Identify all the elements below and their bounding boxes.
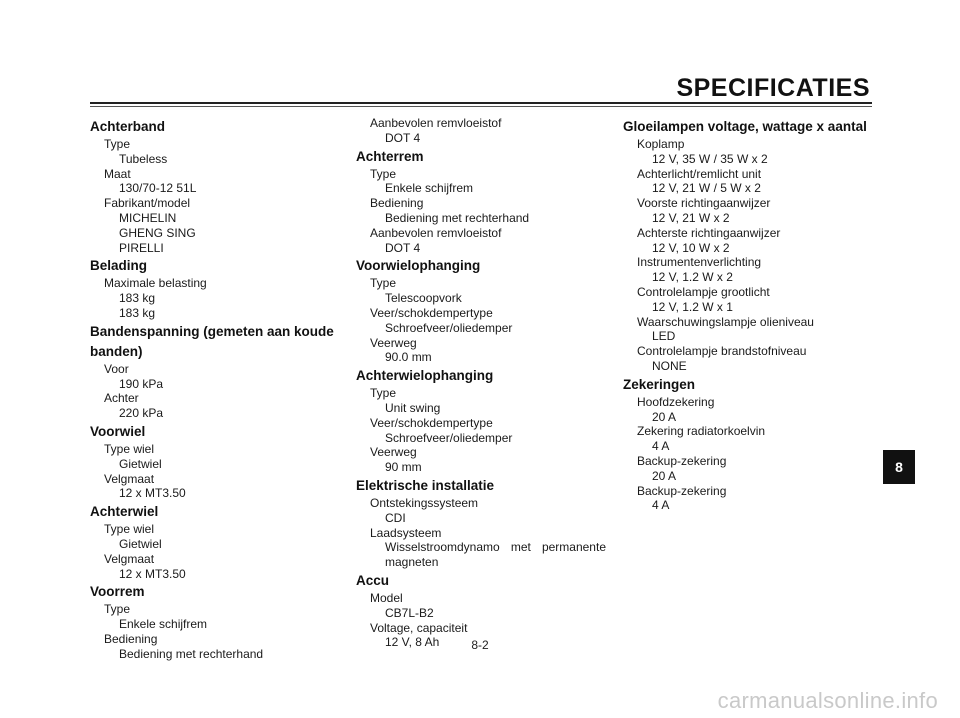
spec-label: Aanbevolen remvloeistof [370,225,502,240]
spec-label: Type wiel [104,522,155,537]
spec-value: 12 x MT3.50 [119,566,186,581]
spec-label: Type [370,166,397,181]
spec-value: 20 A [652,468,677,483]
spec-label: Instrumentenverlichting [637,255,762,270]
spec-value: 12 V, 8 Ah [385,635,440,650]
spec-value: Gietwiel [119,456,162,471]
spec-label: Aanbevolen remvloeistof [370,116,502,130]
spec-value: 12 V, 10 W x 2 [652,240,730,255]
spec-label: Maat [104,166,131,181]
chapter-tab: 8 [883,450,915,484]
spec-column-3 [623,116,873,513]
spec-value: Bediening met rechterhand [119,646,264,661]
spec-label: Backup-zekering [637,483,727,498]
section-heading: Accu [356,572,390,588]
spec-label: Maximale belasting [104,276,207,291]
spec-label: Type [104,137,131,151]
spec-label: Bediening [104,631,158,646]
section-heading: Voorwielophanging [356,258,481,274]
header-rule-thin [90,106,872,107]
spec-value: CDI [385,510,406,525]
spec-label: Fabrikant/model [104,196,191,211]
spec-value: 12 V, 21 W x 2 [652,210,730,225]
spec-value: Enkele schijfrem [385,181,474,196]
spec-value: 12 V, 35 W / 35 W x 2 [652,151,768,166]
section-heading: Achterwielophanging [356,368,494,384]
spec-label: Voltage, capaciteit [370,620,468,635]
spec-label: Veer/schokdempertype [370,305,493,320]
spec-column-2 [356,116,606,650]
spec-value: 12 V, 21 W / 5 W x 2 [652,181,761,196]
spec-value: 90 mm [385,460,422,475]
spec-label: Veerweg [370,335,417,350]
spec-label: Type [370,276,397,291]
section-heading: Achterwiel [90,504,159,520]
section-heading: Elektrische installatie [356,477,495,493]
spec-label: Hoofdzekering [637,394,715,409]
section-heading: Belading [90,258,148,274]
spec-label: Koplamp [637,137,685,151]
section-heading: Zekeringen [623,376,696,392]
spec-value: 12 x MT3.50 [119,486,186,501]
spec-label: Controlelampje grootlicht [637,284,770,299]
spec-value: Bediening met rechterhand [385,210,530,225]
spec-value: Unit swing [385,400,441,415]
spec-label: Type [370,386,397,401]
spec-value: 4 A [652,439,670,454]
spec-value: Wisselstroomdynamo met permanente magneten [385,540,606,570]
spec-value: DOT 4 [385,240,421,255]
spec-label: Type [104,602,131,617]
spec-value: Schroefveer/oliedemper [385,430,513,445]
section-heading: Voorwiel [90,423,146,439]
spec-label: Voorste richtingaanwijzer [637,196,771,211]
spec-value: Tubeless [119,151,168,166]
spec-value: 4 A [652,498,670,513]
page-number: 8-2 [471,638,489,652]
spec-value: 190 kPa [119,376,164,391]
spec-column-1 [90,116,340,662]
spec-value: Telescoopvork [385,291,462,306]
spec-label: Bediening [370,196,424,211]
spec-value: PIRELLI [119,240,164,255]
spec-value: 12 V, 1.2 W x 1 [652,299,733,314]
spec-label: Achterlicht/remlicht unit [637,166,762,181]
spec-label: Zekering radiatorkoelvin [637,424,766,439]
spec-label: Veer/schokdempertype [370,415,493,430]
spec-label: Veerweg [370,445,417,460]
spec-value: Enkele schijfrem [119,617,208,632]
spec-label: Ontstekingssysteem [370,495,479,510]
section-heading: Achterrem [356,148,424,164]
spec-label: Achter [104,391,139,406]
spec-value: DOT 4 [385,130,421,145]
spec-label: Waarschuwingslampje olieniveau [637,314,814,329]
section-heading: Gloeilampen voltage, wattage x aantal [623,119,867,134]
spec-value: CB7L-B2 [385,605,434,620]
spec-label: Achterste richtingaanwijzer [637,225,781,240]
section-heading: Achterband [90,119,166,134]
spec-label: Velgmaat [104,551,155,566]
header-rule [90,102,872,104]
spec-label: Model [370,590,403,605]
spec-value: 12 V, 1.2 W x 2 [652,270,733,285]
spec-value: 130/70-12 51L [119,181,197,196]
watermark: carmanualsonline.info [717,688,938,713]
spec-label: Laadsysteem [370,525,442,540]
spec-value: GHENG SING [119,225,196,240]
section-heading: Voorrem [90,584,145,600]
spec-value: 220 kPa [119,406,164,421]
spec-label: Velgmaat [104,471,155,486]
spec-value: NONE [652,358,687,373]
spec-value: MICHELIN [119,210,177,225]
spec-label: Type wiel [104,441,155,456]
spec-label: Controlelampje brandstofniveau [637,344,807,359]
spec-label: Backup-zekering [637,453,727,468]
spec-value: 183 kg [119,305,156,320]
spec-value: 20 A [652,409,677,424]
spec-value: LED [652,329,676,344]
spec-value: 183 kg [119,291,156,306]
spec-value: 90.0 mm [385,350,432,365]
page-title: SPECIFICATIES [676,74,870,102]
section-heading: Bandenspanning (gemeten aan koude banden) [90,323,334,359]
spec-value: Gietwiel [119,536,162,551]
spec-value: Schroefveer/oliedemper [385,320,513,335]
spec-label: Voor [104,361,129,376]
